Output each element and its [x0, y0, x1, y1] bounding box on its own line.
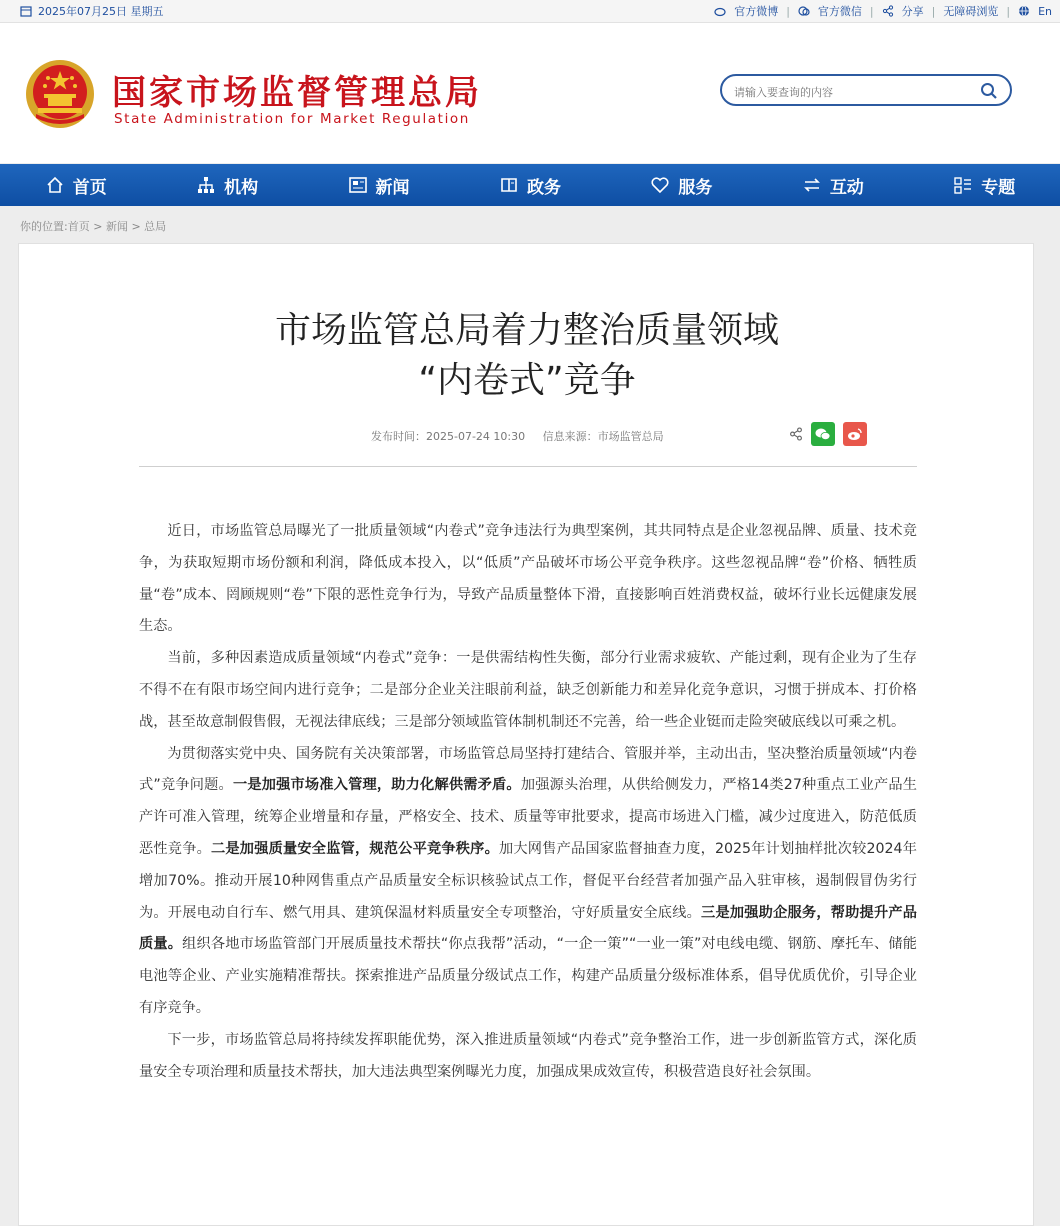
link-accessible[interactable]: 无障碍浏览 [943, 5, 999, 18]
article-title-line1: 市场监管总局着力整治质量领域 [274, 310, 779, 351]
share-wechat-button[interactable] [811, 422, 835, 446]
weibo-icon [714, 5, 726, 17]
nav-label: 专题 [981, 177, 1016, 198]
share-weibo-button[interactable] [843, 422, 867, 446]
paragraph-2: 当前，多种因素造成质量领域“内卷式”竞争：一是供需结构性失衡，部分行业需求疲软、产能过剩，现有企业为了生存不得不在有限市场空间内进行竞争；二是部分企业关注眼前利益，缺乏创新能力和差异化竞争意识，习惯于拼成本、打价格战，甚至故意制假售假，无视法律底线；三是部分领域监管体制机制还不完善，给一些企业铤而走险突破底线以可乘之机。 [139, 650, 917, 730]
site-title-en: State Administration for Market Regulation [114, 111, 470, 127]
nav-label: 首页 [72, 177, 107, 198]
nav-item-service[interactable] [606, 164, 757, 206]
link-wechat[interactable]: 官方微信 [817, 5, 862, 18]
article-panel [18, 243, 1034, 1226]
breadcrumb-news[interactable]: 新闻 [105, 220, 128, 233]
article-body [139, 516, 917, 1088]
nav-item-news[interactable] [303, 164, 454, 206]
national-emblem-logo[interactable] [24, 58, 96, 130]
calendar-icon [20, 5, 32, 17]
publish-time: 2025-07-24 10:30 [426, 430, 526, 443]
paragraph-3 [139, 739, 917, 1025]
divider [139, 466, 917, 467]
top-bar [0, 0, 1060, 23]
measure-2-text: 加大网售产品国家监督抽查力度，2025年计划抽样批次较2024年增加70%。推动开展10种网售重点产品质量安全标识核验试点工作，督促平台经营者加强产品入驻审核，遏制假冒伪劣行为。开展电动自行车、燃气用具、建筑保温材料质量安全专项整治，守好质量安全底线。 [139, 840, 917, 921]
heart-icon [650, 175, 670, 195]
separator: | [869, 4, 874, 18]
link-weibo[interactable]: 官方微博 [734, 5, 779, 18]
breadcrumb [20, 218, 166, 234]
wechat-icon [814, 425, 832, 443]
weibo-icon [846, 425, 864, 443]
paragraph-4: 下一步，市场监管总局将持续发挥职能优势，深入推进质量领域“内卷式”竞争整治工作，进一步创新监管方式，深化质量安全专项治理和质量技术帮扶，加大违法典型案例曝光力度，加强成果成效宣传，积极营造良好社会氛围。 [139, 1031, 917, 1080]
search-icon[interactable] [980, 82, 998, 100]
search-box [720, 74, 1012, 106]
source-label: 信息来源： [542, 430, 598, 443]
link-share[interactable]: 分享 [901, 5, 924, 18]
top-links [714, 3, 1052, 19]
breadcrumb-current[interactable]: 总局 [144, 220, 167, 233]
measure-3-text: 组织各地市场监管部门开展质量技术帮扶“你点我帮”活动，“一企一策”“一业一策”对电线电缆、钢筋、摩托车、储能电池等企业、产业实施精准帮扶。探索推进产品质量分级试点工作，构建产品质量分级标准体系，倡导优质优价，引导企业有序竞争。 [139, 936, 917, 1016]
breadcrumb-prefix: 你的位置: [20, 220, 68, 233]
measure-3-heading: 三是加强助企服务，帮助提升产品质量。 [139, 904, 917, 953]
nav-label: 互动 [829, 177, 864, 198]
share-bar [789, 422, 867, 446]
publish-label: 发布时间： [371, 430, 426, 443]
date-text: 2025年07月25日 星期五 [38, 5, 164, 18]
separator: | [1006, 4, 1011, 18]
source-name: 市场监管总局 [597, 430, 664, 443]
breadcrumb-sep: > [93, 220, 103, 233]
nav-item-org[interactable] [151, 164, 302, 206]
wechat-icon [798, 5, 810, 17]
paragraph-3-intro: 为贯彻落实党中央、国务院有关决策部署，市场监管总局坚持打建结合、管服并举，主动出击，坚决整治质量领域“内卷式”竞争问题。 [139, 745, 917, 794]
globe-icon [1018, 5, 1030, 17]
measure-2-heading: 二是加强质量安全监管，规范公平竞争秩序。 [211, 840, 499, 857]
affairs-icon [499, 175, 519, 195]
measure-1-text: 加强源头治理，从供给侧发力，严格14类27种重点工业产品生产许可准入管理，统筹企业增量和存量，严格安全、技术、质量等审批要求，提高市场进入门槛，减少过度进入，防范低质恶性竞争。 [139, 777, 917, 857]
article-title [19, 306, 1035, 406]
nav-item-home[interactable] [0, 164, 151, 206]
share-icon[interactable] [789, 427, 803, 441]
main-nav [0, 164, 1060, 206]
article-title-line2: “内卷式”竞争 [418, 360, 636, 401]
org-icon [196, 175, 216, 195]
nav-label: 新闻 [375, 177, 410, 198]
link-english[interactable]: En [1038, 4, 1052, 18]
measure-1-heading: 一是加强市场准入管理，助力化解供需矛盾。 [232, 777, 521, 794]
paragraph-1: 近日，市场监管总局曝光了一批质量领域“内卷式”竞争违法行为典型案例，其共同特点是企业忽视品牌、质量、技术竞争，为获取短期市场份额和利润，降低成本投入，以“低质”产品破坏市场公平竞争秩序。这些忽视品牌“卷”价格、牺牲质量“卷”成本、罔顾规则“卷”下限的恶性竞争行为，导致产品质量整体下滑，直接影响百姓消费权益，破坏行业长远健康发展生态。 [139, 523, 917, 635]
swap-icon [802, 175, 822, 195]
date-display [20, 3, 164, 19]
nav-item-interact[interactable] [757, 164, 908, 206]
grid-icon [953, 175, 973, 195]
separator: | [931, 4, 936, 18]
nav-item-topics[interactable] [909, 164, 1060, 206]
share-icon [882, 5, 894, 17]
nav-label: 服务 [678, 177, 713, 198]
article-meta [371, 428, 664, 444]
site-header [0, 23, 1060, 163]
nav-item-affairs[interactable] [454, 164, 605, 206]
home-icon [45, 175, 65, 195]
news-icon [348, 175, 368, 195]
breadcrumb-home[interactable]: 首页 [67, 220, 90, 233]
separator: | [786, 4, 790, 18]
nav-label: 政务 [526, 177, 561, 198]
breadcrumb-sep: > [131, 220, 141, 233]
site-title-cn: 国家市场监督管理总局 [112, 73, 482, 113]
search-input[interactable] [732, 82, 976, 102]
nav-label: 机构 [224, 177, 259, 198]
